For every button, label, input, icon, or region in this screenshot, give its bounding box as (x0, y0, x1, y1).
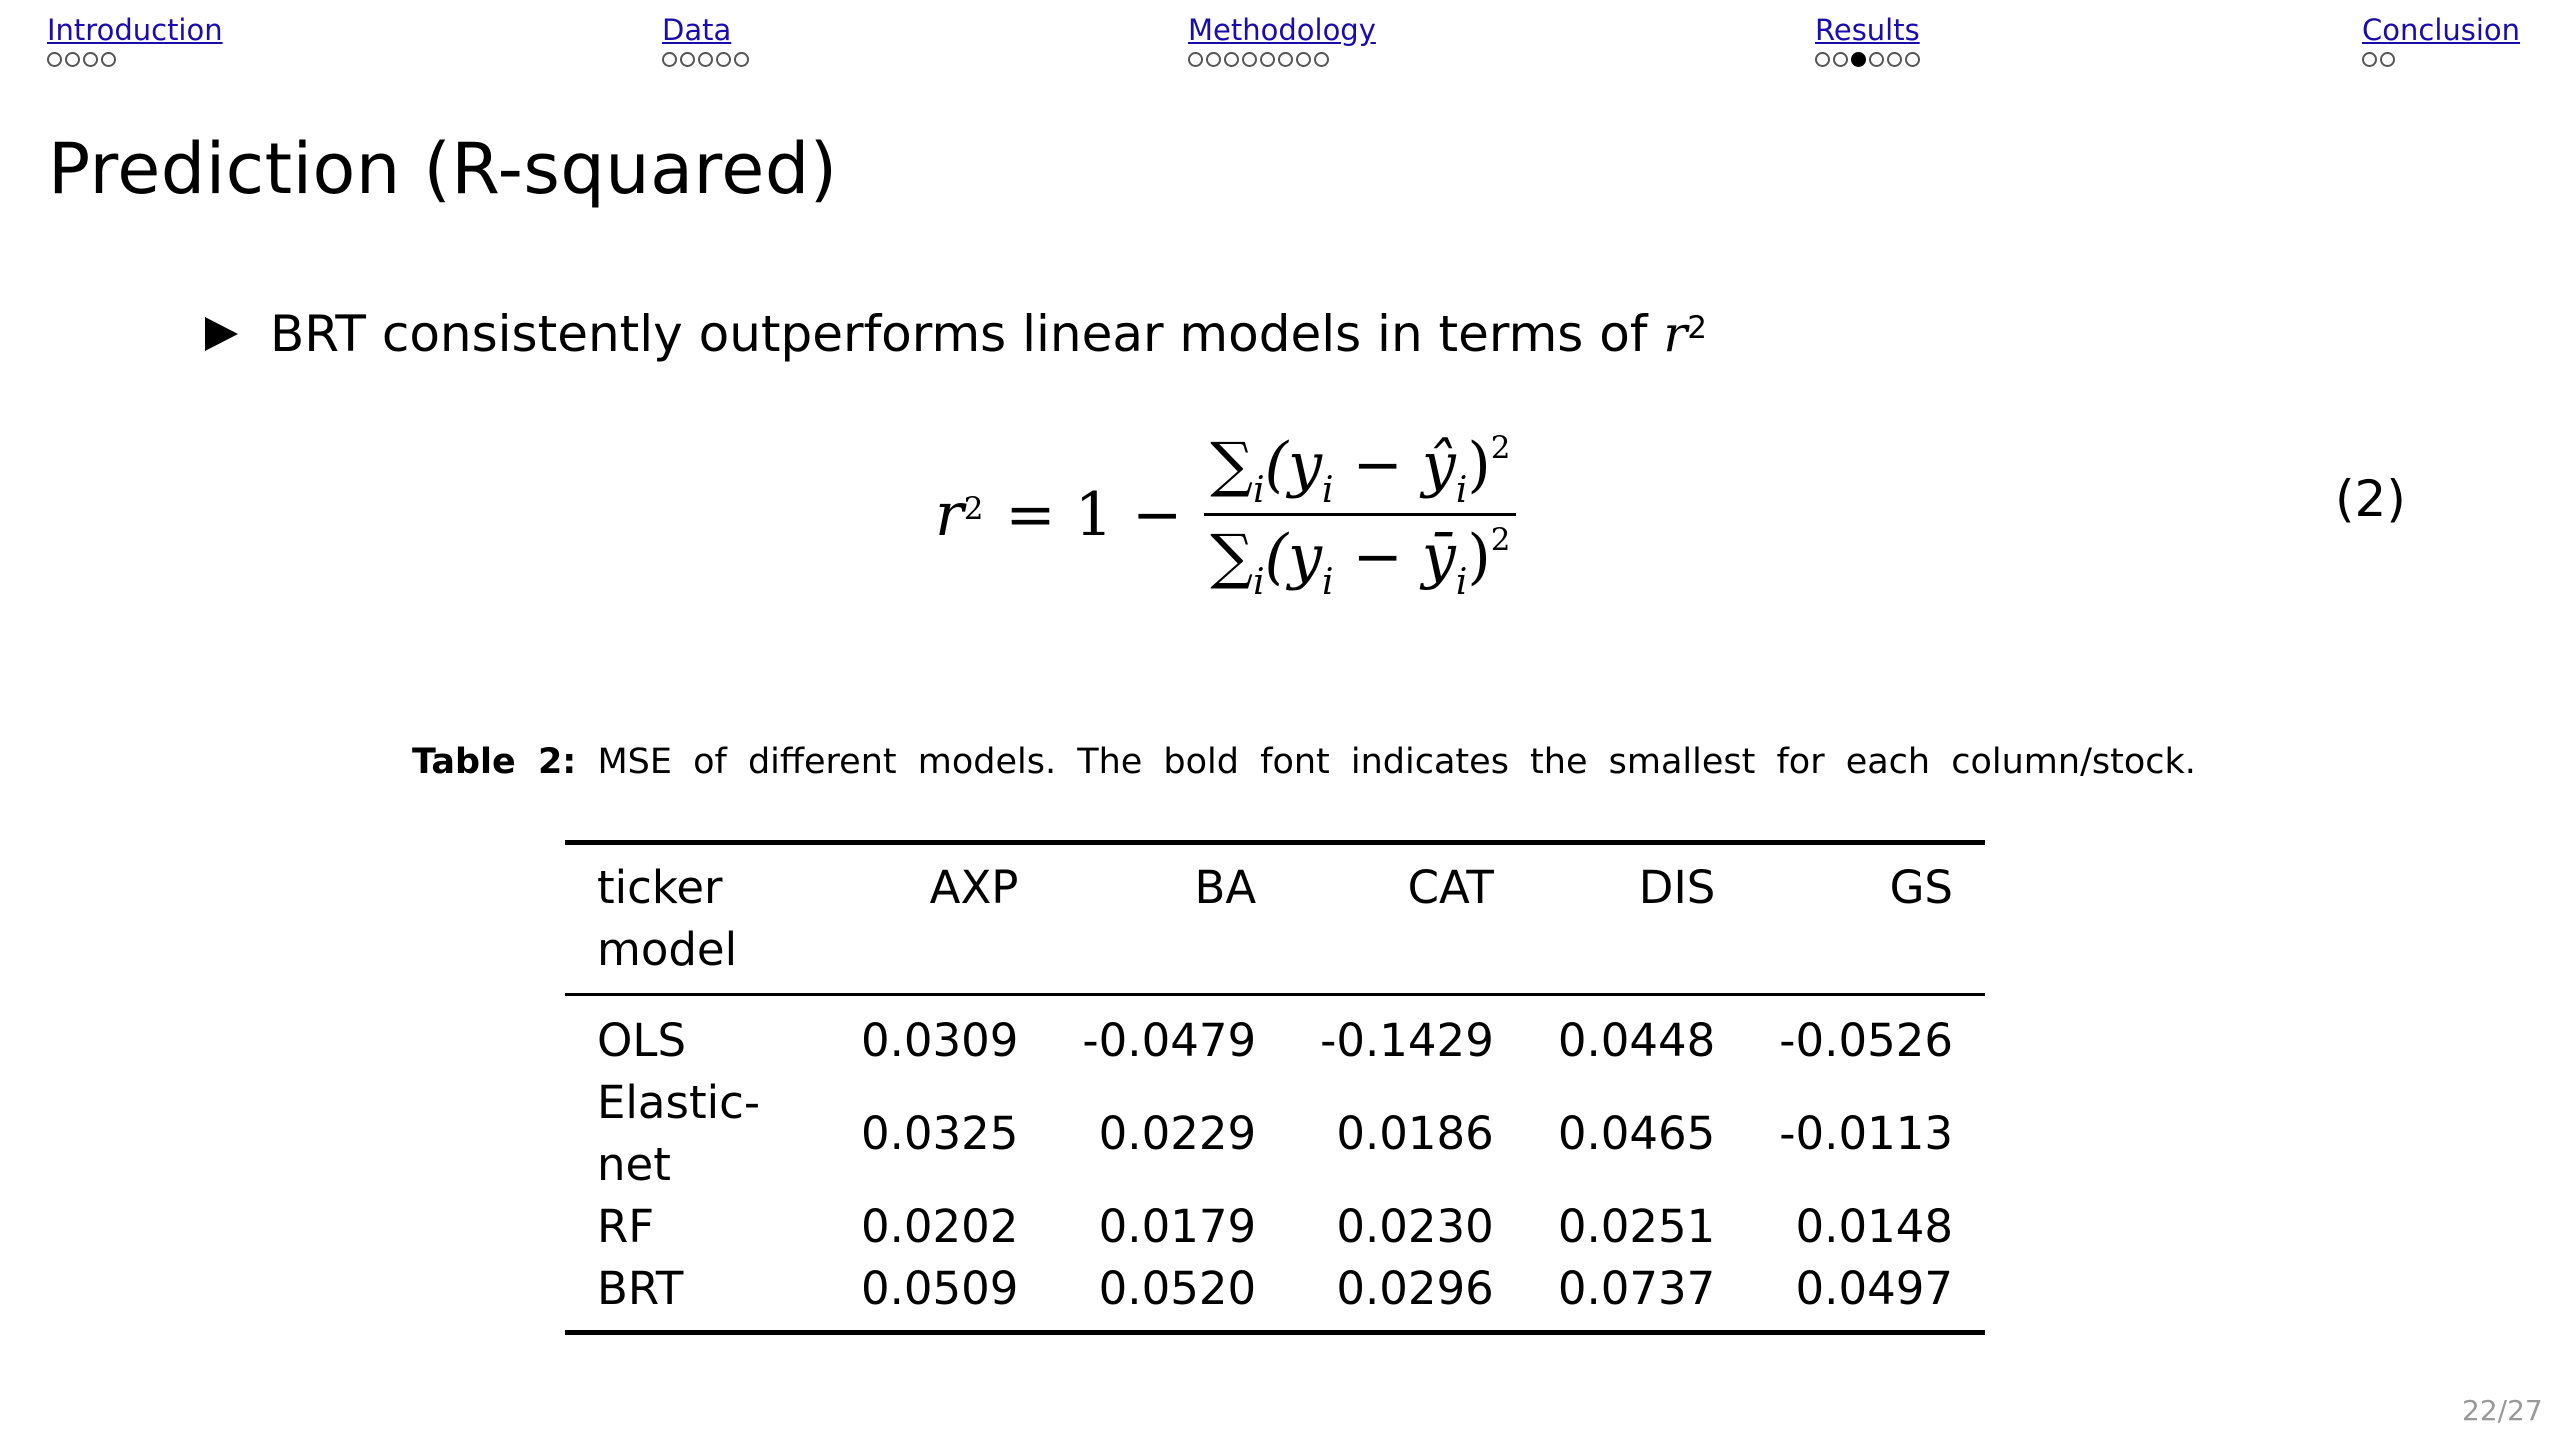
nav-dots-methodology (1188, 52, 1376, 67)
nav-dot-icon[interactable] (734, 52, 749, 67)
value-cell: 0.0325 (860, 1107, 1019, 1160)
header-ba: BA (1050, 843, 1288, 920)
nav-link-methodology[interactable]: Methodology (1188, 13, 1376, 47)
nav-methodology[interactable] (1188, 12, 1376, 67)
eq-den-mid: − ȳ (1333, 522, 1456, 592)
eq-num-mid: − ŷ (1333, 430, 1456, 500)
table-header-row-2 (565, 919, 1985, 995)
nav-dot-icon[interactable] (1260, 52, 1275, 67)
nav-dot-icon[interactable] (1905, 52, 1920, 67)
nav-dot-icon[interactable] (1833, 52, 1848, 67)
eq-den-end: ) (1467, 522, 1491, 592)
nav-dot-icon[interactable] (1224, 52, 1239, 67)
value-cell: 0.0230 (1336, 1200, 1494, 1253)
eq-num-i2: i (1455, 470, 1468, 511)
results-table (565, 840, 1985, 1335)
nav-dots-data (662, 52, 749, 67)
header-cat: CAT (1288, 843, 1526, 920)
nav-dot-icon[interactable] (1887, 52, 1902, 67)
model-name-cell: BRT (565, 1258, 829, 1333)
value-cell: 0.0202 (860, 1200, 1019, 1253)
model-name-cell: OLS (597, 1014, 687, 1067)
nav-dot-icon[interactable] (680, 52, 695, 67)
value-cell: 0.0148 (1795, 1200, 1953, 1253)
header-model: model (565, 919, 829, 995)
nav-dot-icon[interactable] (2362, 52, 2377, 67)
bullet-point (205, 305, 1707, 363)
nav-dot-icon[interactable] (1296, 52, 1311, 67)
header-axp: AXP (829, 843, 1050, 920)
nav-dot-icon[interactable] (1869, 52, 1884, 67)
nav-link-conclusion[interactable]: Conclusion (2362, 13, 2521, 47)
eq-num-sub: i (1253, 470, 1265, 511)
nav-dot-icon[interactable] (1815, 52, 1830, 67)
eq-den-body: (y (1264, 522, 1322, 592)
value-cell: 0.0509 (829, 1258, 1050, 1333)
table-row (565, 1196, 1985, 1258)
table-row (565, 1258, 1985, 1333)
table-row (565, 995, 1985, 1073)
nav-results[interactable] (1815, 12, 1920, 67)
triangle-bullet-icon (205, 317, 238, 351)
table-header-row (565, 843, 1985, 920)
nav-dot-icon[interactable] (662, 52, 677, 67)
eq-den-sub: i (1253, 562, 1265, 603)
model-name-cell: RF (597, 1200, 655, 1253)
eq-numerator (1204, 430, 1516, 511)
header-ticker: ticker (565, 843, 829, 920)
nav-dot-icon[interactable] (1188, 52, 1203, 67)
nav-dot-icon[interactable] (1851, 52, 1866, 67)
nav-dot-icon[interactable] (2380, 52, 2395, 67)
nav-link-results[interactable]: Results (1815, 13, 1920, 47)
nav-dots-conclusion (2362, 52, 2520, 67)
model-name-cell: Elastic-net (597, 1076, 761, 1191)
eq-num-sum: ∑ (1210, 430, 1254, 500)
value-cell: 0.0520 (1050, 1258, 1288, 1333)
value-cell: -0.0526 (1779, 1014, 1953, 1067)
value-cell: 0.0497 (1747, 1258, 1985, 1333)
value-cell: 0.0251 (1557, 1200, 1716, 1253)
eq-den-i1: i (1321, 562, 1334, 603)
nav-dot-icon[interactable] (83, 52, 98, 67)
eq-rhs: = 1 − (1005, 479, 1183, 550)
nav-dot-icon[interactable] (65, 52, 80, 67)
eq-num-end: ) (1467, 430, 1491, 500)
eq-den-i2: i (1455, 562, 1468, 603)
eq-denominator (1204, 522, 1516, 603)
caption-text: MSE of different models. The bold font indicates the smallest for each column/stock. (597, 742, 2196, 782)
nav-data[interactable] (662, 12, 749, 67)
nav-dot-icon[interactable] (716, 52, 731, 67)
value-cell: -0.0479 (1082, 1014, 1257, 1067)
eq-den-sup: 2 (1490, 522, 1511, 558)
value-cell: 0.0309 (860, 1014, 1019, 1067)
value-cell: 0.0465 (1557, 1107, 1716, 1160)
nav-dot-icon[interactable] (1278, 52, 1293, 67)
eq-lhs-var: r (935, 479, 964, 550)
value-cell: 0.0737 (1526, 1258, 1747, 1333)
value-cell: 0.0179 (1098, 1200, 1257, 1253)
slide-title: Prediction (R-squared) (48, 128, 838, 210)
value-cell: 0.0229 (1098, 1107, 1257, 1160)
header-gs: GS (1747, 843, 1985, 920)
nav-dot-icon[interactable] (698, 52, 713, 67)
header-dis: DIS (1526, 843, 1747, 920)
eq-num-body: (y (1264, 430, 1322, 500)
table-caption (412, 742, 2196, 782)
nav-conclusion[interactable] (2362, 12, 2520, 67)
nav-dots-introduction (47, 52, 223, 67)
eq-den-sum: ∑ (1210, 522, 1254, 592)
eq-num-sup: 2 (1490, 430, 1511, 466)
value-cell: 0.0186 (1336, 1107, 1494, 1160)
eq-fraction (1204, 430, 1516, 603)
eq-lhs-sup: 2 (963, 490, 984, 527)
nav-introduction[interactable] (47, 12, 223, 67)
bullet-text: BRT consistently outperforms linear models in terms of (270, 305, 1664, 363)
nav-dot-icon[interactable] (1206, 52, 1221, 67)
nav-dot-icon[interactable] (1242, 52, 1257, 67)
table-body (565, 995, 1985, 1333)
value-cell: -0.0113 (1779, 1107, 1953, 1160)
page-number: 22/27 (2462, 1394, 2543, 1427)
equation-number: (2) (2335, 470, 2406, 528)
r-squared-equation (935, 430, 1516, 603)
bullet-sup: 2 (1687, 310, 1707, 346)
value-cell: -0.1429 (1320, 1014, 1494, 1067)
nav-dot-icon[interactable] (101, 52, 116, 67)
table-row (565, 1072, 1985, 1196)
nav-link-introduction[interactable]: Introduction (47, 13, 223, 47)
fraction-bar (1204, 513, 1516, 516)
nav-dot-icon[interactable] (47, 52, 62, 67)
eq-num-i1: i (1321, 470, 1334, 511)
value-cell: 0.0296 (1288, 1258, 1526, 1333)
value-cell: 0.0448 (1557, 1014, 1716, 1067)
bullet-var: r (1663, 305, 1688, 363)
caption-label: Table 2: (412, 742, 577, 782)
nav-link-data[interactable]: Data (662, 13, 732, 47)
nav-dots-results (1815, 52, 1920, 67)
nav-dot-icon[interactable] (1314, 52, 1329, 67)
